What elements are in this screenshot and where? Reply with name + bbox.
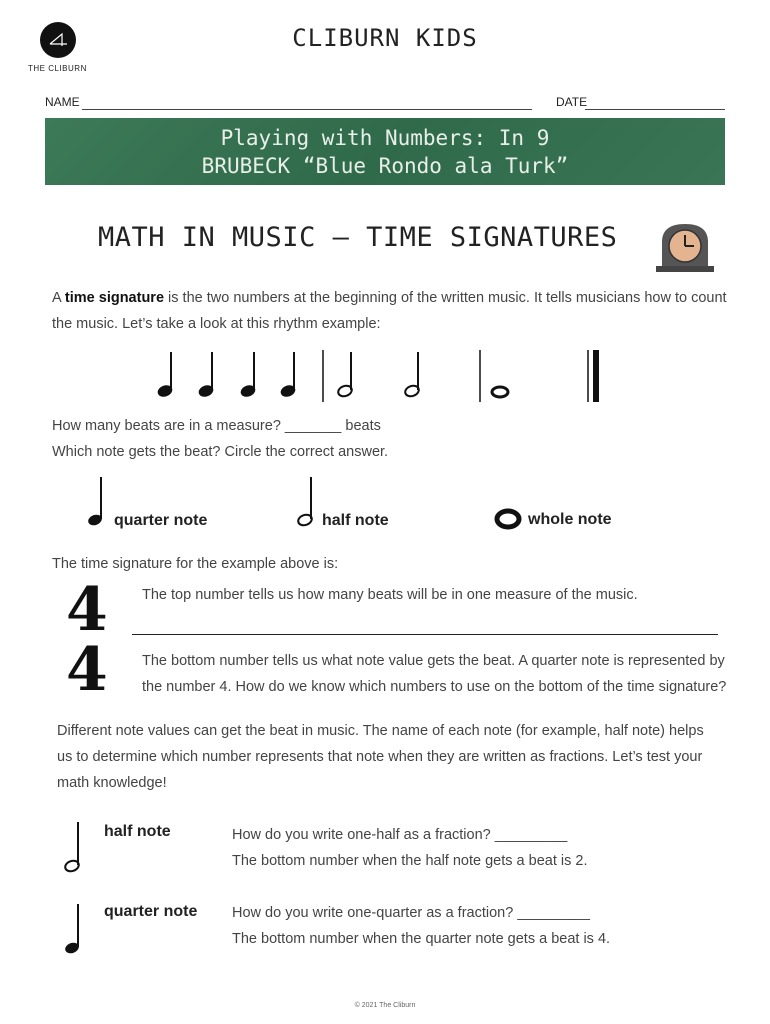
banner-line-1: Playing with Numbers: In 9 [220,126,550,150]
whole-note-choice[interactable]: whole note [528,511,612,528]
date-field[interactable] [585,95,725,110]
exercise-quarter-label: quarter note [104,903,198,920]
intro-paragraph [52,285,732,337]
question-which-note: Which note gets the beat? Circle the correct answer. [52,444,389,460]
half-note-choice-icon[interactable] [296,475,322,530]
half-note-icon [62,820,88,875]
chalkboard-banner [45,118,725,185]
exercise-half-question: How do you write one-half as a fraction? _________ [232,827,568,843]
fractions-intro: Different note values can get the beat in music. The name of each note (for example, half note) helps us to determine which number represents that note when they are written as fractions. Let’s test your math knowledge! [57,723,704,791]
time-sig-top-number: 4 [66,575,108,645]
footer-copyright: © 2021 The Cliburn [354,1002,416,1009]
exercise-half-answer: The bottom number when the half note gets a beat is 2. [232,853,588,869]
name-label: NAME [45,95,80,109]
exercise-half-label: half note [104,823,171,840]
divider [132,634,718,635]
quarter-note-icon [157,352,174,398]
exercise-quarter-answer: The bottom number when the quarter note gets a beat is 4. [232,931,611,947]
intro-term: time signature [64,290,165,306]
half-note-choice[interactable]: half note [322,512,389,529]
logo-text: THE CLIBURN [28,64,87,73]
date-label: DATE [556,95,588,109]
rhythm-example [150,350,610,405]
exercise-quarter-question: How do you write one-quarter as a fraction? _________ [232,905,590,921]
time-sig-top-text: The top number tells us how many beats will be in one measure of the music. [142,587,638,603]
quarter-note-icon [62,902,88,957]
time-sig-bottom-text: The bottom number tells us what note value gets the beat. A quarter note is represented by the number 4. How do we know which numbers to use on the bottom of the time signature? [142,653,727,695]
page-header-title: CLIBURN KIDS [292,24,478,52]
time-sig-bottom-number: 4 [66,635,108,705]
intro-post: is the two numbers at the beginning of the written music. It tells musicians how to count the music. Let’s take a look at this rhythm example: [52,290,727,332]
quarter-note-choice[interactable]: quarter note [114,512,208,529]
name-field[interactable] [82,95,532,110]
whole-note-choice-icon[interactable] [494,508,524,530]
question-beats: How many beats are in a measure? _______ beats [52,418,381,434]
section-title: MATH IN MUSIC – TIME SIGNATURES [98,222,618,253]
quarter-note-choice-icon[interactable] [86,475,116,530]
intro-pre: A [52,290,65,306]
time-sig-intro: The time signature for the example above is: [52,556,339,572]
clock-icon [650,220,720,274]
banner-line-2: BRUBECK “Blue Rondo ala Turk” [201,154,569,178]
